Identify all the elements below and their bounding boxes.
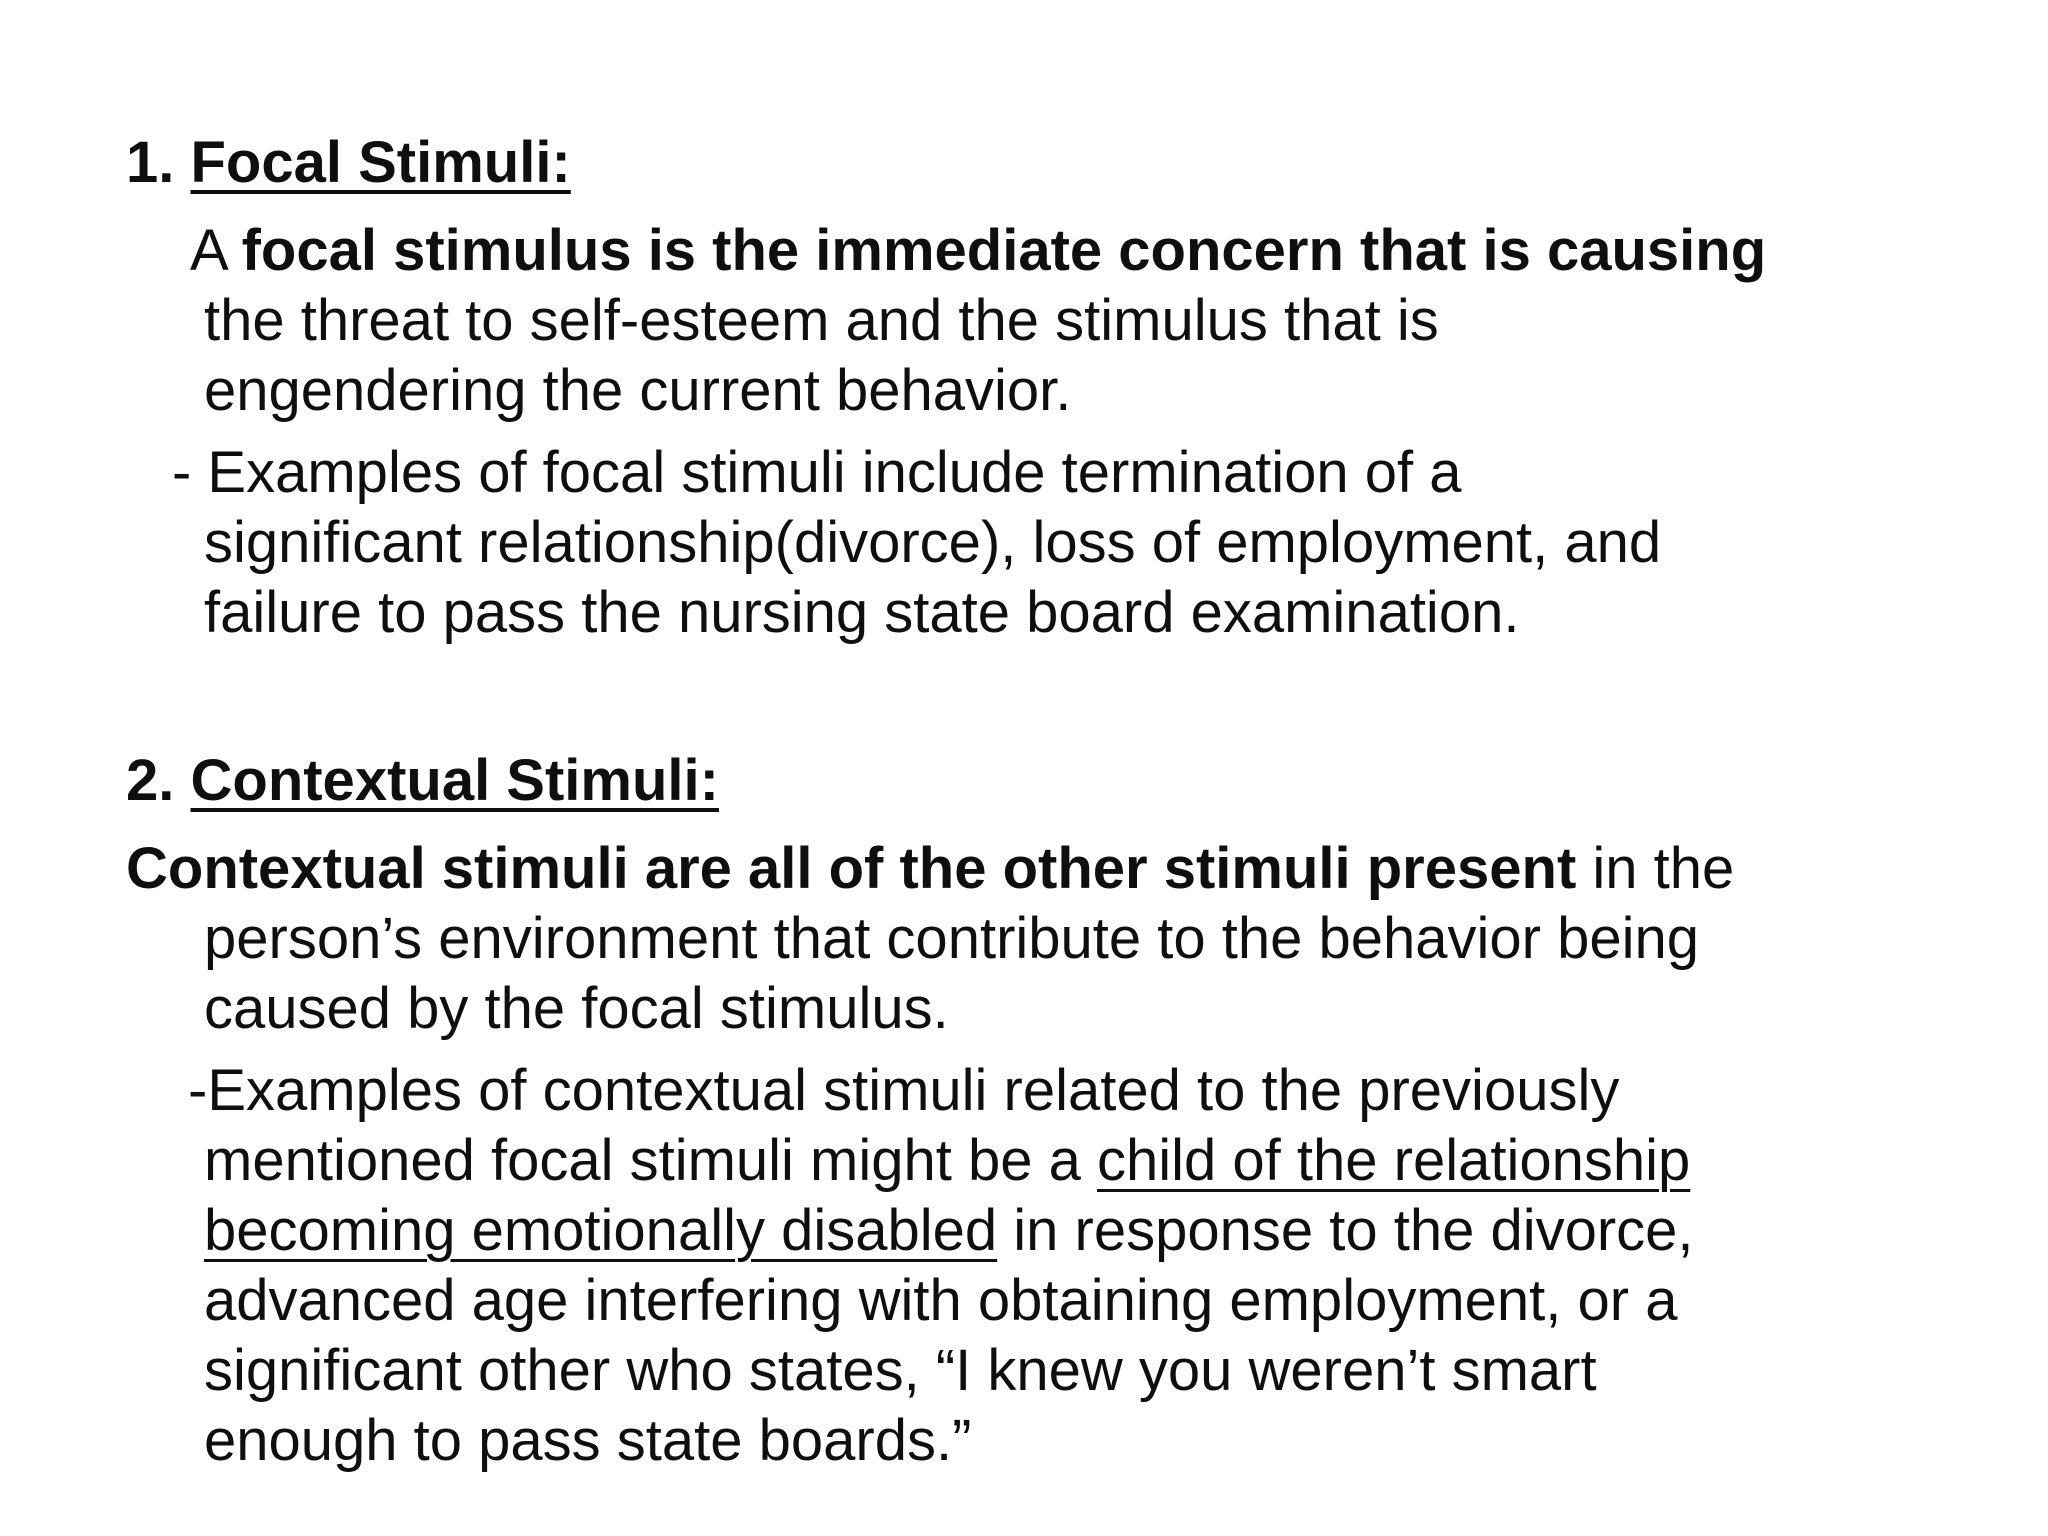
section-2-title: Contextual Stimuli: bbox=[190, 748, 719, 813]
examples-line-3: failure to pass the nursing state board examination. bbox=[204, 580, 1520, 645]
section-2-examples bbox=[126, 1056, 1956, 1476]
underlined-phrase-part-2: becoming emotionally disabled bbox=[204, 1198, 998, 1263]
definition-lead: A bbox=[190, 218, 242, 283]
definition-line-3: caused by the focal stimulus. bbox=[204, 976, 949, 1041]
examples-line-3-text: in response to the divorce, bbox=[997, 1198, 1694, 1263]
section-1-heading bbox=[126, 130, 571, 195]
examples-line-3 bbox=[126, 1196, 1956, 1266]
examples-line-2: significant relationship(divorce), loss of employment, and bbox=[204, 510, 1662, 575]
definition-line-1 bbox=[126, 834, 1956, 904]
examples-line-6: enough to pass state boards.” bbox=[204, 1408, 972, 1473]
definition-rest: in the bbox=[1576, 836, 1735, 901]
section-1-examples bbox=[126, 438, 1956, 648]
examples-line-1: -Examples of contextual stimuli related to the previously bbox=[188, 1058, 1620, 1123]
definition-bold: focal stimulus is the immediate concern that is causing bbox=[241, 218, 1767, 283]
section-1-definition bbox=[126, 216, 1956, 426]
examples-line-5: significant other who states, “I knew you weren’t smart bbox=[204, 1338, 1597, 1403]
section-1-title: Focal Stimuli: bbox=[190, 130, 571, 195]
underlined-phrase-part-1: child of the relationship bbox=[1097, 1128, 1691, 1193]
section-2-heading bbox=[126, 748, 719, 813]
definition-line-2: the threat to self-esteem and the stimulus that is bbox=[204, 288, 1439, 353]
definition-line-2: person’s environment that contribute to the behavior being bbox=[204, 906, 1700, 971]
examples-line-2 bbox=[126, 1126, 1956, 1196]
section-2-number: 2. bbox=[126, 748, 191, 813]
examples-line-2-text: mentioned focal stimuli might be a bbox=[204, 1128, 1097, 1193]
section-1-number: 1. bbox=[126, 130, 191, 195]
examples-line-4: advanced age interfering with obtaining employment, or a bbox=[204, 1268, 1678, 1333]
definition-line-3: engendering the current behavior. bbox=[204, 358, 1072, 423]
definition-line-1 bbox=[126, 216, 1956, 286]
section-2-definition bbox=[126, 834, 1956, 1044]
examples-line-1: - Examples of focal stimuli include termination of a bbox=[172, 440, 1462, 505]
definition-bold: Contextual stimuli are all of the other stimuli present bbox=[126, 836, 1577, 901]
